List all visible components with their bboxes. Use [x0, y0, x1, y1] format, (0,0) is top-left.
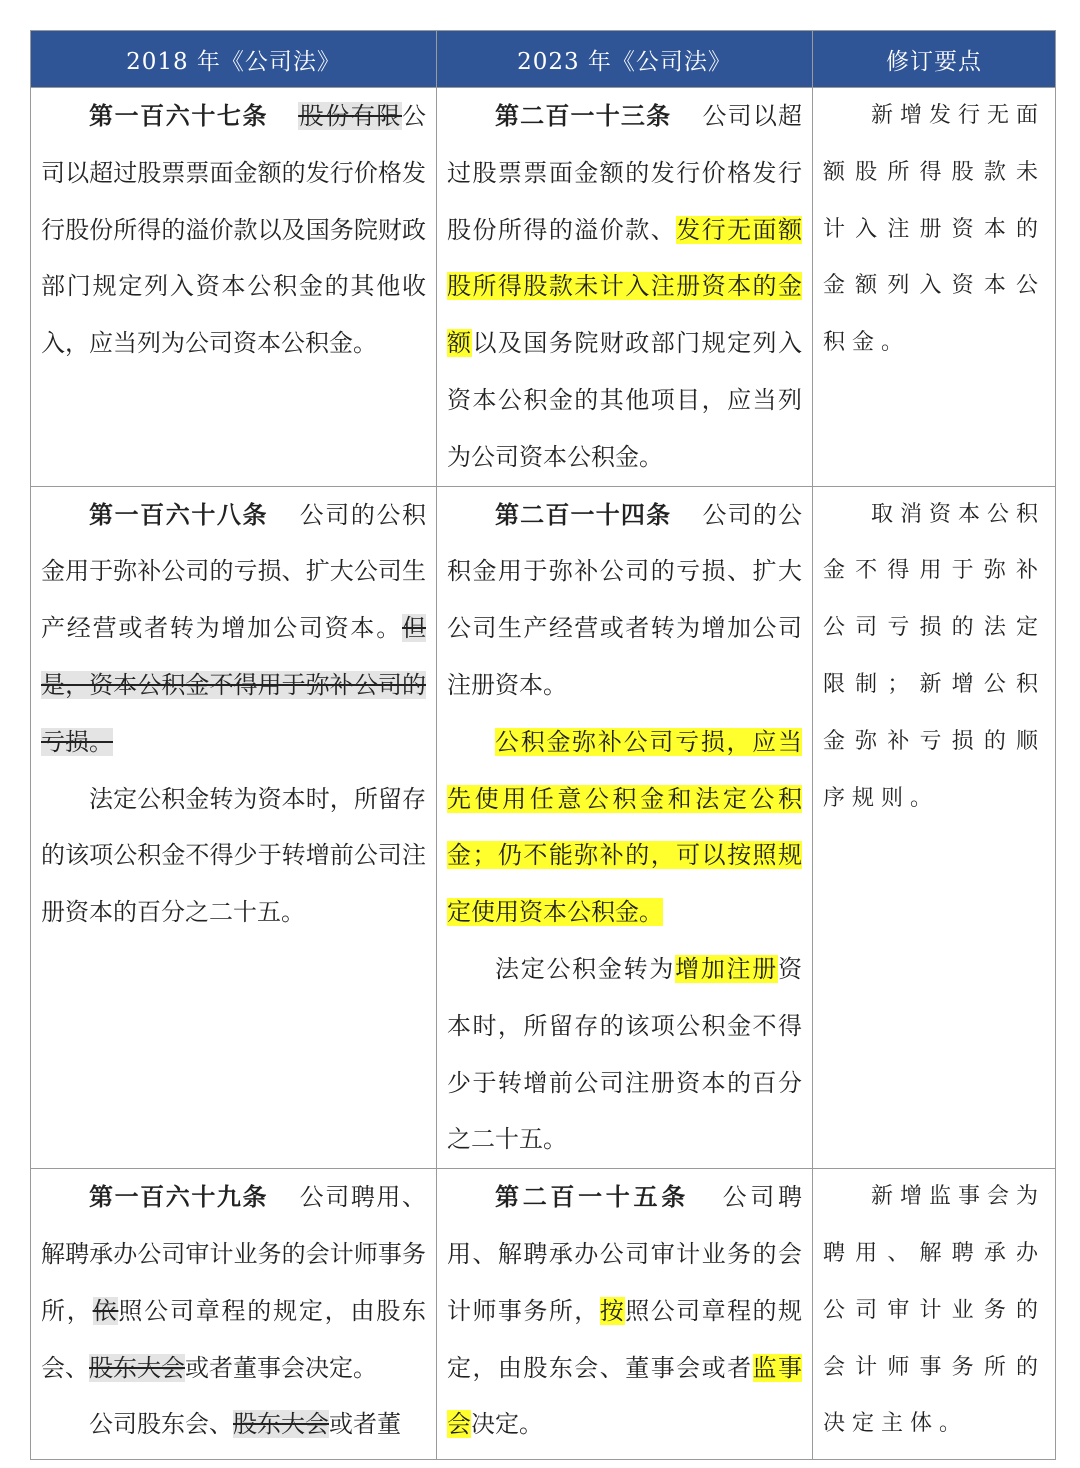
revision-note: 新增监事会为聘用、解聘承办公司审计业务的会计师事务所的决定主体。	[823, 1184, 1046, 1437]
revision-note: 取消资本公积金不得用于弥补公司亏损的法定限制；新增公积金弥补亏损的顺序规则。	[823, 501, 1046, 811]
table-row	[31, 1169, 1056, 1460]
new-law-cell	[437, 486, 813, 1169]
highlighted-text: 监事会	[447, 1353, 803, 1439]
table-row	[31, 486, 1056, 1169]
article-text: 公司的公积金用于弥补公司的亏损、扩大公司生产经营或者转为增加公司注册资本。	[447, 500, 803, 699]
new-law-cell	[437, 1169, 813, 1460]
note-cell	[813, 486, 1056, 1169]
article-text: 以及国务院财政部门规定列入资本公积金的其他项目，应当列为公司资本公积金。	[447, 329, 803, 471]
article-text: 公司聘用、解聘承办公司审计业务的会计师事务所，	[41, 1183, 427, 1325]
article-number: 第二百一十三条	[495, 101, 672, 130]
header-2023: 2023 年《公司法》	[437, 31, 813, 88]
deleted-text: 但是，资本公积金不得用于弥补公司的亏损。	[41, 614, 426, 756]
article-text: 资本时，所留存的该项公积金不得少于转增前公司注册资本的百分之二十五。	[447, 954, 803, 1154]
deleted-text: 股东大会	[233, 1410, 329, 1439]
article-number: 第二百一十五条	[495, 1182, 689, 1212]
new-law-cell	[437, 88, 813, 487]
article-text: 公司以超过股票票面金额的发行价格发行股份所得的溢价款以及国务院财政部门规定列入资本公积金的其他收入，应当列为公司资本公积金。	[41, 102, 427, 358]
note-cell	[813, 1169, 1056, 1460]
highlighted-text: 按	[599, 1296, 626, 1325]
highlighted-text: 增加注册	[675, 954, 779, 983]
deleted-text: 依	[92, 1296, 119, 1325]
deleted-text: 股东大会	[89, 1353, 185, 1382]
highlighted-text: 发行无面额股所得股款未计入注册资本的金额	[447, 215, 803, 358]
old-law-cell	[31, 88, 437, 487]
article-number: 第一百六十七条	[89, 101, 269, 130]
article-number: 第一百六十八条	[89, 499, 269, 529]
comparison-table	[30, 30, 1056, 1460]
article-number: 第一百六十九条	[89, 1182, 269, 1212]
article-text: 照公司章程的规定，由股东会、董事会或者	[447, 1296, 803, 1382]
article-paragraph: 法定公积金转为资本时，所留存的该项公积金不得少于转增前公司注册资本的百分之二十五。	[41, 784, 426, 927]
header-2018: 2018 年《公司法》	[31, 31, 437, 88]
article-text: 公司以超过股票票面金额的发行价格发行股份所得的溢价款、	[447, 102, 803, 244]
article-text: 法定公积金转为	[495, 954, 676, 983]
table-header-row	[31, 31, 1056, 88]
table-row	[31, 88, 1056, 487]
article-text: 或者董事会决定。	[185, 1353, 377, 1382]
article-text: 公司聘用、解聘承办公司审计业务的会计师事务所，	[447, 1183, 803, 1325]
deleted-text: 股份有限	[298, 102, 403, 130]
article-text: 照公司章程的规定，由股东会、	[41, 1296, 427, 1382]
highlighted-text: 公积金弥补公司亏损，应当先使用任意公积金和法定公积金；仍不能弥补的，可以按照规定使用资本公积金。	[447, 727, 802, 927]
article-text: 公司的公积金用于弥补公司的亏损、扩大公司生产经营或者转为增加公司资本。	[41, 500, 427, 643]
old-law-cell	[31, 1169, 437, 1460]
article-text: 或者董	[329, 1410, 401, 1439]
article-text: 公司股东会、	[89, 1410, 233, 1439]
note-cell	[813, 88, 1056, 487]
article-text: 决定。	[471, 1410, 543, 1439]
header-notes: 修订要点	[813, 31, 1056, 88]
revision-note: 新增发行无面额股所得股款未计入注册资本的金额列入资本公积金。	[823, 103, 1046, 356]
article-number: 第二百一十四条	[495, 499, 672, 529]
old-law-cell	[31, 486, 437, 1169]
